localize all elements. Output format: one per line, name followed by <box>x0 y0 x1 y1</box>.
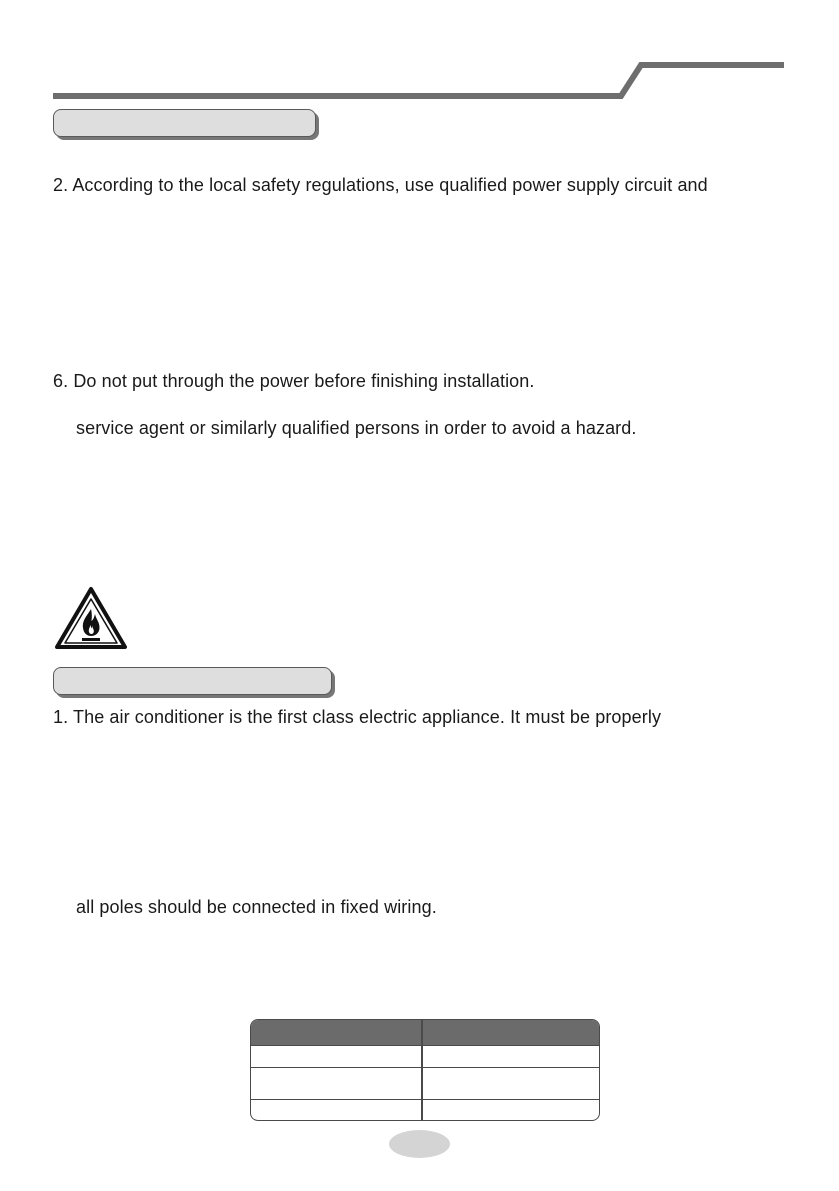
section-tab-1 <box>53 109 316 137</box>
header-rule <box>0 0 839 110</box>
text-line-service-agent: service agent or similarly qualified persons in order to avoid a hazard. <box>76 418 637 438</box>
table-header <box>251 1020 599 1045</box>
table-row-divider <box>251 1067 599 1068</box>
flammable-warning-icon <box>54 585 128 651</box>
table-column-divider <box>421 1020 423 1120</box>
spec-table <box>250 1019 600 1121</box>
section-tab-2 <box>53 667 332 695</box>
page-number-oval <box>389 1130 450 1158</box>
text-line-item-1: 1. The air conditioner is the first class electric appliance. It must be properly <box>53 707 662 727</box>
table-row-divider <box>251 1099 599 1100</box>
table-row-divider <box>251 1045 599 1046</box>
text-line-item-2: 2. According to the local safety regulations, use qualified power supply circuit and <box>53 175 708 195</box>
text-line-item-6: 6. Do not put through the power before finishing installation. <box>53 371 535 391</box>
text-line-all-poles: all poles should be connected in fixed wiring. <box>76 897 437 917</box>
